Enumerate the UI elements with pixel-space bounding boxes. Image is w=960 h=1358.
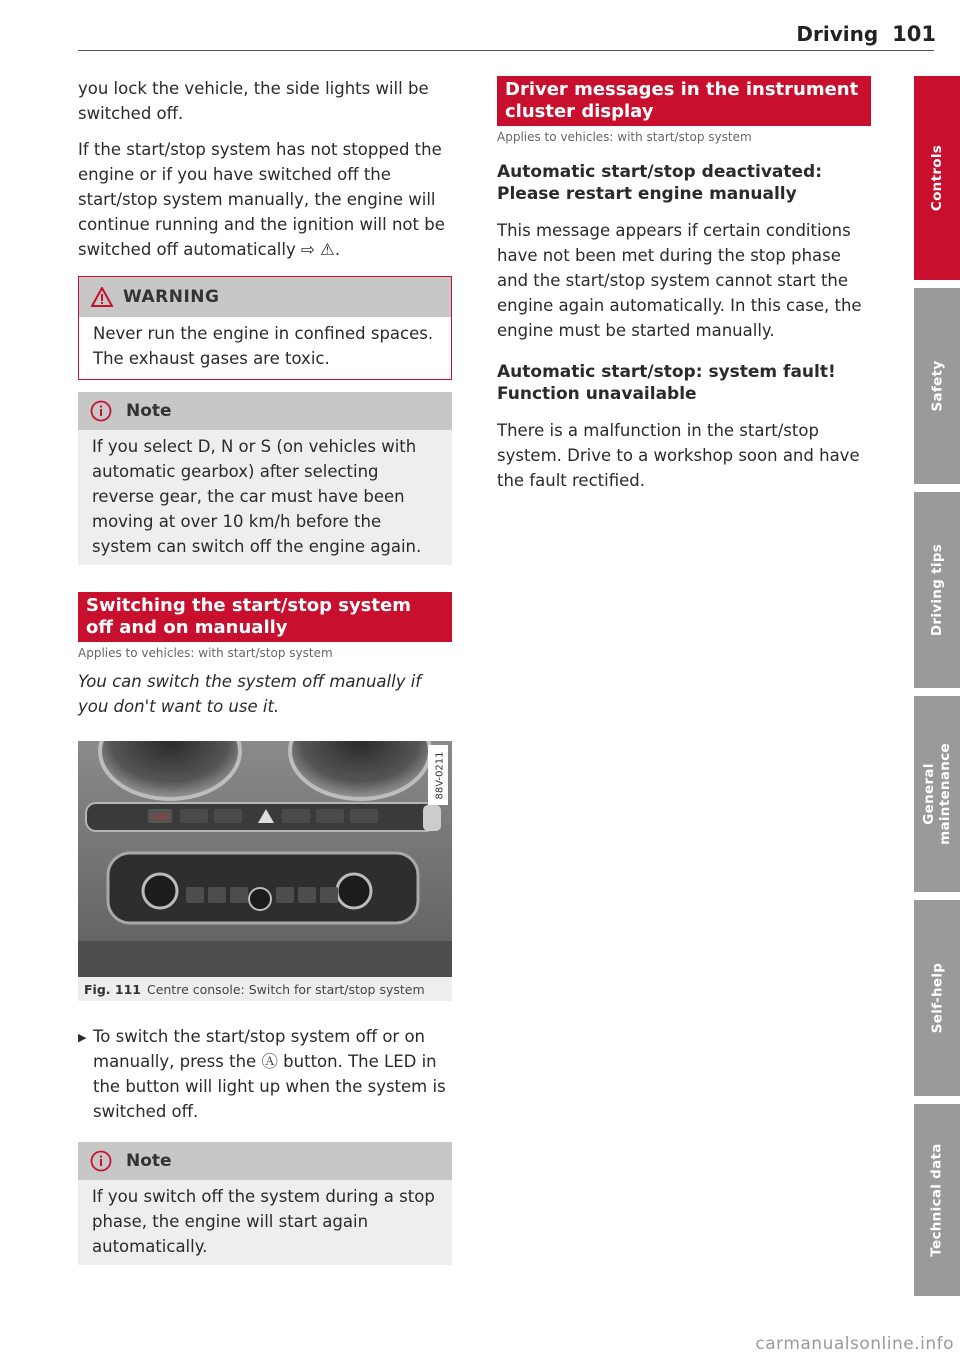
centre-console-photo — [78, 741, 452, 977]
note-title: Note — [126, 401, 172, 421]
page-number: 101 — [892, 22, 936, 46]
note-title-2: Note — [126, 1151, 172, 1171]
tab-label-general-maintenance: General maintenance — [921, 743, 954, 845]
message-title-fault: Automatic start/stop: system fault! Function unavailable — [497, 362, 836, 404]
note-box — [78, 392, 452, 565]
note-header-2 — [78, 1142, 452, 1180]
tab-safety[interactable] — [914, 288, 960, 484]
figure-caption-text: Centre console: Switch for start/stop system — [146, 981, 425, 997]
centre-console-illustration — [78, 741, 452, 977]
tab-label-technical-data: Technical data — [929, 1143, 945, 1257]
figure-number: Fig. 111 — [84, 981, 141, 997]
watermark: carmanualsonline.info — [755, 1334, 954, 1354]
svg-text:ⒶOFF: ⒶOFF — [151, 814, 169, 821]
left-column — [78, 76, 452, 1265]
warning-text: Never run the engine in confined spaces. The exhaust gases are toxic. — [93, 324, 434, 368]
message-title-deactivated: Automatic start/stop deactivated: Please restart engine manually — [497, 162, 823, 204]
info-icon — [90, 1150, 112, 1172]
section-heading-driver-messages: Driver messages in the instrument cluster display — [497, 76, 871, 126]
warning-triangle-icon — [91, 287, 113, 307]
header-rule — [78, 50, 934, 51]
note-box-2 — [78, 1142, 452, 1265]
tab-driving-tips[interactable] — [914, 492, 960, 688]
tab-general-maintenance[interactable] — [914, 696, 960, 892]
paragraph-engine-running: If the start/stop system has not stopped the engine or if you have switched off the start/stop system manually, the engine will continue running and the ignition will not be switched off automatically ⇨ ⚠. — [78, 140, 445, 259]
tab-label-safety: Safety — [929, 360, 946, 412]
right-column — [497, 76, 871, 493]
figure-block — [78, 741, 452, 1001]
warning-header — [79, 277, 451, 317]
note-text-2: If you switch off the system during a stop phase, the engine will start again automatically. — [92, 1187, 435, 1256]
info-icon — [90, 400, 112, 422]
tab-controls[interactable] — [914, 76, 960, 280]
warning-title: WARNING — [123, 287, 220, 307]
section-heading-switching: Switching the start/stop system off and on manually — [78, 592, 452, 642]
tab-label-controls: Controls — [929, 144, 945, 212]
message-text-fault: There is a malfunction in the start/stop system. Drive to a workshop soon and have the fault rectified. — [497, 421, 860, 490]
running-header — [700, 22, 936, 52]
figure-caption — [78, 977, 452, 1001]
message-text-deactivated: This message appears if certain conditions have not been met during the stop phase and the start/stop system cannot start the engine again automatically. In this case, the engine must be started manually. — [497, 221, 862, 340]
figure-code: 88V-0211 — [434, 750, 446, 800]
note-text: If you select D, N or S (on vehicles with automatic gearbox) after selecting reverse gear, the car must have been moving at over 10 km/h before the system can switch off the engine again. — [92, 437, 422, 556]
note-header — [78, 392, 452, 430]
section-intro: You can switch the system off manually if you don't want to use it. — [78, 672, 422, 716]
instruction-text: To switch the start/stop system off or on manually, press the Ⓐ button. The LED in the button will light up when the system is switched off. — [93, 1027, 446, 1121]
instruction-step — [78, 1024, 452, 1124]
applies-to-text: Applies to vehicles: with start/stop system — [78, 646, 333, 660]
tab-technical-data[interactable] — [914, 1104, 960, 1296]
tab-label-driving-tips: Driving tips — [929, 543, 945, 637]
tab-label-self-help: Self-help — [929, 962, 946, 1034]
warning-box — [78, 276, 452, 380]
tab-self-help[interactable] — [914, 900, 960, 1096]
continued-paragraph: you lock the vehicle, the side lights will be switched off. — [78, 79, 429, 123]
bullet-arrow-icon: ▶ — [78, 1031, 87, 1044]
applies-to-text-right: Applies to vehicles: with start/stop system — [497, 130, 752, 144]
running-section-title: Driving — [796, 22, 879, 46]
